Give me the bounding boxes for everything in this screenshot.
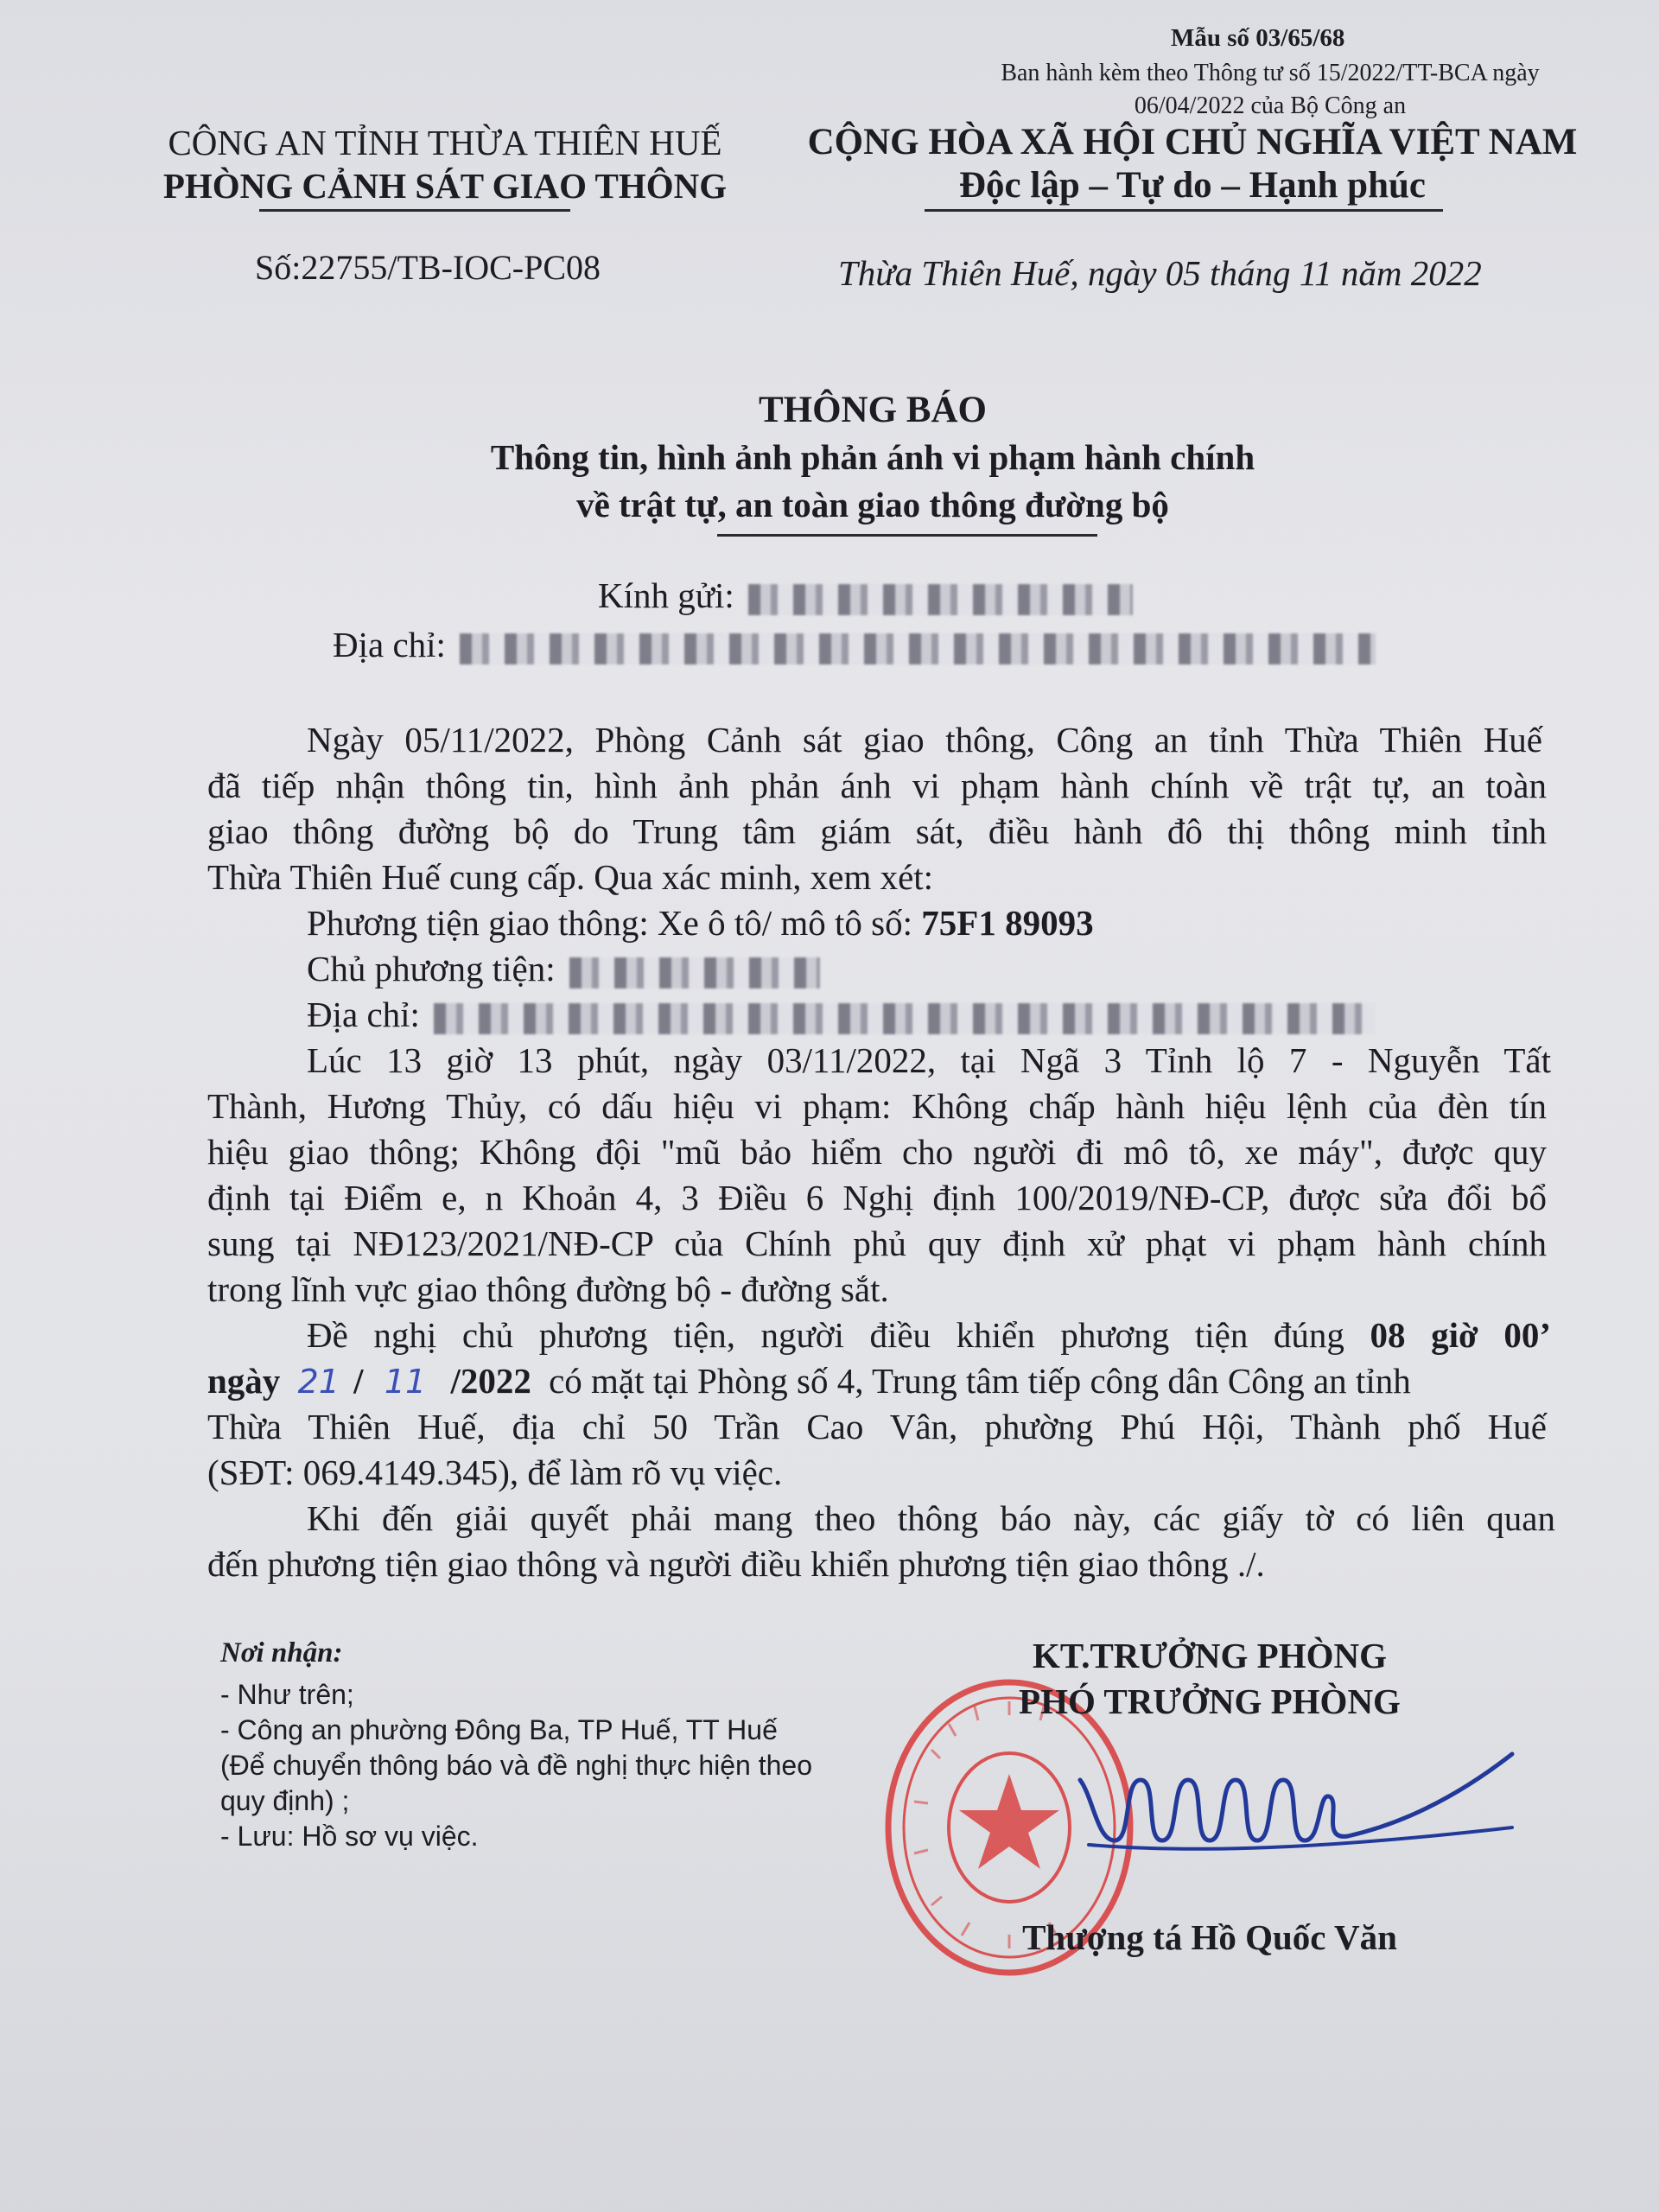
appointment-time: 08 giờ 00’ (1370, 1315, 1552, 1355)
recipients-heading: Nơi nhận: (220, 1637, 343, 1669)
notice-subtitle-1: Thông tin, hình ảnh phản ánh vi phạm hành chính (490, 437, 1255, 477)
p3-start: Đề nghị chủ phương tiện, người điều khiển phương tiện đúng (307, 1315, 1344, 1355)
recipient-line (598, 575, 1133, 616)
vehicle-line (307, 900, 1094, 946)
body-p2-line: hiệu giao thông; Không đội "mũ bảo hiểm cho người đi mô tô, xe máy", được quy (207, 1132, 1547, 1172)
motto-underline (925, 209, 1443, 212)
body-p2-line: sung tại NĐ123/2021/NĐ-CP của Chính phủ quy định xử phạt vi phạm hành chính (207, 1224, 1547, 1263)
body-p3-first-line (307, 1313, 1551, 1358)
redacted-owner-name (569, 957, 820, 988)
recipient-address-label: Địa chỉ: (333, 625, 446, 664)
body-p2-line: định tại Điểm e, n Khoản 4, 3 Điều 6 Nghị định 100/2019/NĐ-CP, được sửa đổi bổ (207, 1178, 1547, 1217)
form-issued-with: Ban hành kèm theo Thông tư số 15/2022/TT-BCA ngày 06/04/2022 của Bộ Công an (1001, 60, 1540, 119)
appointment-day-handwritten: 21 (297, 1363, 340, 1401)
recipient-item: quy định) ; (220, 1785, 350, 1816)
recipient-label: Kính gửi: (598, 575, 734, 615)
body-p1-line: Thừa Thiên Huế cung cấp. Qua xác minh, xem xét: (207, 857, 934, 897)
body-p1-line: Ngày 05/11/2022, Phòng Cảnh sát giao thông, Công an tỉnh Thừa Thiên Huế (307, 720, 1542, 760)
document-number: Số:22755/TB-IOC-PC08 (255, 248, 601, 287)
owner-label: Chủ phương tiện: (307, 949, 556, 988)
redacted-owner-address (434, 1003, 1376, 1034)
body-p1-line: đã tiếp nhận thông tin, hình ảnh phản ánh vi phạm hành chính về trật tự, an toàn (207, 766, 1547, 805)
signer-title-2: PHÓ TRƯỞNG PHÒNG (1019, 1681, 1401, 1721)
body-p3-line: (SĐT: 069.4149.345), để làm rõ vụ việc. (207, 1452, 783, 1492)
recipient-item: - Như trên; (220, 1679, 354, 1710)
body-p2-line: Lúc 13 giờ 13 phút, ngày 03/11/2022, tại Ngã 3 Tỉnh lộ 7 - Nguyễn Tất (307, 1040, 1551, 1080)
appointment-month-handwritten: 11 (384, 1363, 427, 1401)
recipient-item: - Công an phường Đông Ba, TP Huế, TT Huế (220, 1714, 778, 1745)
body-p3-date-line (207, 1358, 1555, 1405)
redacted-recipient-name (748, 584, 1133, 615)
body-p4-line: Khi đến giải quyết phải mang theo thông báo này, các giấy tờ có liên quan (307, 1498, 1555, 1538)
body-p2-line: trong lĩnh vực giao thông đường bộ - đường sắt. (207, 1269, 889, 1309)
place-date: Thừa Thiên Huế, ngày 05 tháng 11 năm 2022 (838, 253, 1482, 293)
recipient-address-line (333, 624, 1376, 665)
body-p4-line: đến phương tiện giao thông và người điều khiển phương tiện giao thông ./. (207, 1544, 1265, 1584)
signer-name: Thượng tá Hồ Quốc Văn (1022, 1917, 1397, 1957)
department-name: PHÒNG CẢNH SÁT GIAO THÔNG (162, 166, 728, 206)
agency-name: CÔNG AN TỈNH THỪA THIÊN HUẾ (168, 123, 722, 162)
appointment-year: /2022 (450, 1361, 531, 1401)
owner-address-label: Địa chỉ: (307, 995, 420, 1034)
p3-rest: có mặt tại Phòng số 4, Trung tâm tiếp công dân Công an tỉnh (549, 1361, 1411, 1401)
appointment-day-label: ngày (207, 1361, 281, 1401)
owner-address-line (307, 992, 1376, 1038)
notice-title: THÔNG BÁO (758, 390, 987, 430)
recipient-item: - Lưu: Hồ sơ vụ việc. (220, 1821, 479, 1852)
recipient-item: (Để chuyển thông báo và đề nghị thực hiện theo (220, 1750, 813, 1781)
vehicle-plate: 75F1 89093 (921, 903, 1094, 943)
title-underline (717, 534, 1097, 537)
body-p1-line: giao thông đường bộ do Trung tâm giám sát, điều hành đô thị thông minh tỉnh (207, 811, 1547, 851)
vehicle-label: Phương tiện giao thông: Xe ô tô/ mô tô số: (307, 903, 913, 943)
form-number: Mẫu số 03/65/68 (1171, 24, 1345, 52)
national-motto: Độc lập – Tự do – Hạnh phúc (959, 165, 1426, 206)
signer-title-1: KT.TRƯỞNG PHÒNG (1033, 1636, 1387, 1675)
date-separator: / (353, 1361, 364, 1401)
owner-line (307, 946, 820, 992)
redacted-recipient-address (460, 633, 1376, 664)
nation-title: CỘNG HÒA XÃ HỘI CHỦ NGHĨA VIỆT NAM (807, 122, 1578, 162)
notice-subtitle-2: về trật tự, an toàn giao thông đường bộ (576, 485, 1169, 524)
body-p2-line: Thành, Hương Thủy, có dấu hiệu vi phạm: Không chấp hành hiệu lệnh của đèn tín (207, 1086, 1547, 1126)
department-underline (259, 209, 570, 212)
handwritten-signature (1063, 1745, 1529, 1884)
body-p3-line: Thừa Thiên Huế, địa chỉ 50 Trần Cao Vân, phường Phú Hội, Thành phố Huế (207, 1407, 1547, 1446)
